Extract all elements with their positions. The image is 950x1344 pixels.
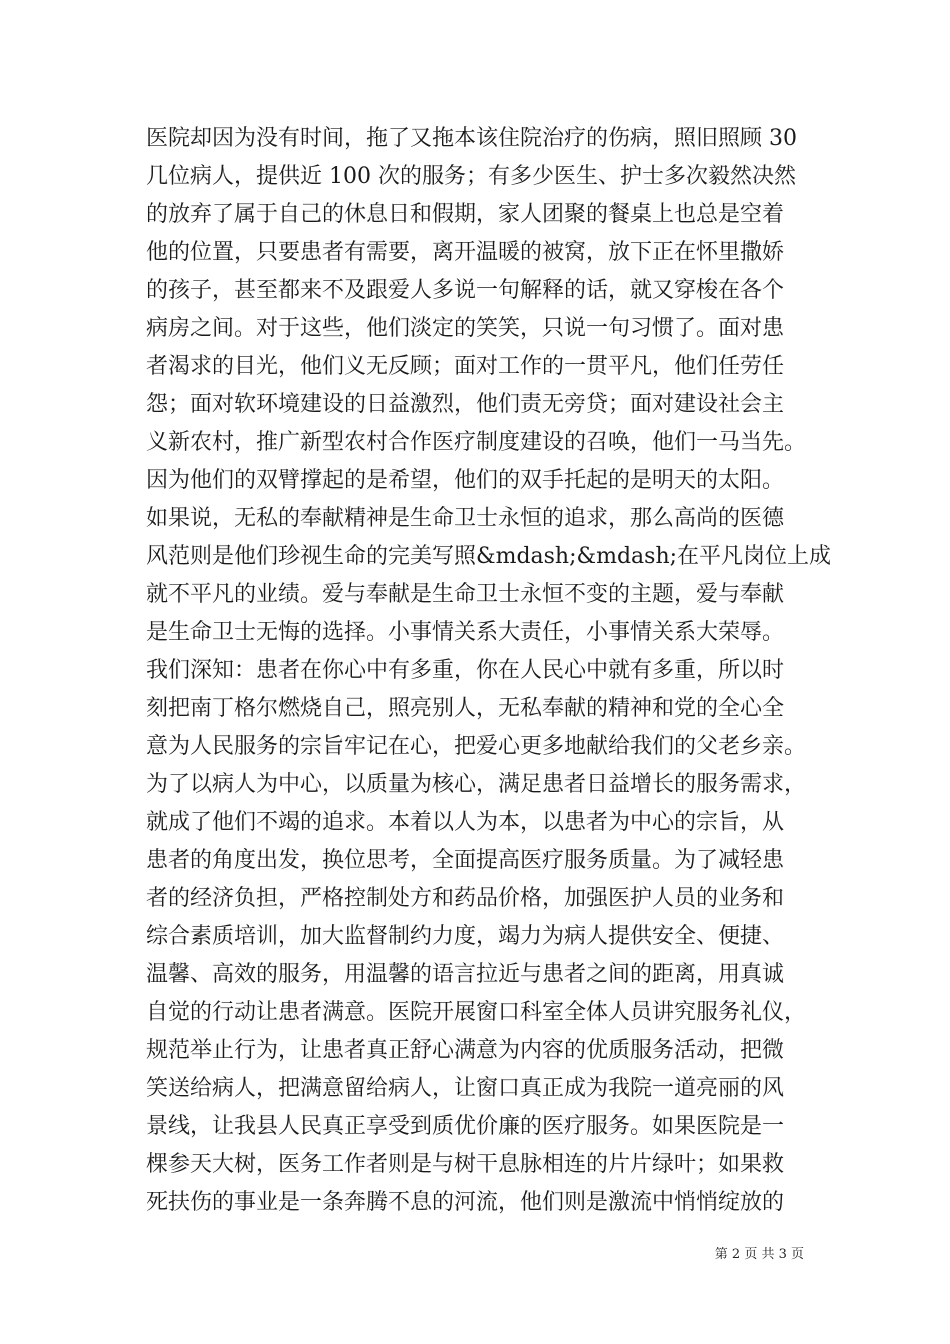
text-line: 患者的角度出发，换位思考，全面提高医疗服务质量。为了减轻患: [146, 848, 785, 873]
text-line: 几位病人，提供近 100 次的服务；有多少医生、护士多次毅然决然: [146, 164, 796, 189]
text-line: 的放弃了属于自己的休息日和假期，家人团聚的餐桌上也总是空着: [146, 202, 785, 227]
text-line: 为了以病人为中心，以质量为核心，满足患者日益增长的服务需求，: [146, 772, 807, 797]
text-line: 如果说，无私的奉献精神是生命卫士永恒的追求，那么高尚的医德: [146, 506, 785, 531]
text-line: 棵参天大树，医务工作者则是与树干息脉相连的片片绿叶；如果救: [146, 1152, 785, 1177]
text-line: 义新农村，推广新型农村合作医疗制度建设的召唤，他们一马当先。: [146, 430, 807, 455]
text-line: 风范则是他们珍视生命的完美写照&mdash;&mdash;在平凡岗位上成: [146, 544, 832, 569]
text-line: 规范举止行为，让患者真正舒心满意为内容的优质服务活动，把微: [146, 1038, 785, 1063]
text-line: 是生命卫士无悔的选择。小事情关系大责任，小事情关系大荣辱。: [146, 620, 785, 645]
text-line: 因为他们的双臂撑起的是希望，他们的双手托起的是明天的太阳。: [146, 468, 785, 493]
text-line: 笑送给病人，把满意留给病人，让窗口真正成为我院一道亮丽的风: [146, 1076, 785, 1101]
text-line: 怨；面对软环境建设的日益激烈，他们责无旁贷；面对建设社会主: [146, 392, 785, 417]
text-line: 温馨、高效的服务，用温馨的语言拉近与患者之间的距离，用真诚: [146, 962, 785, 987]
text-line: 的孩子，甚至都来不及跟爱人多说一句解释的话，就又穿梭在各个: [146, 278, 785, 303]
text-line: 刻把南丁格尔燃烧自己，照亮别人，无私奉献的精神和党的全心全: [146, 696, 785, 721]
text-line: 就成了他们不竭的追求。本着以人为本，以患者为中心的宗旨，从: [146, 810, 785, 835]
page-number: 第 2 页 共 3 页: [714, 1247, 804, 1262]
body-text: [146, 120, 832, 1222]
text-line: 他的位置，只要患者有需要，离开温暖的被窝，放下正在怀里撒娇: [146, 240, 785, 265]
text-line: 我们深知：患者在你心中有多重，你在人民心中就有多重，所以时: [146, 658, 785, 683]
text-line: 综合素质培训，加大监督制约力度，竭力为病人提供安全、便捷、: [146, 924, 785, 949]
text-line: 者渴求的目光，他们义无反顾；面对工作的一贯平凡，他们任劳任: [146, 354, 785, 379]
text-line: 自觉的行动让患者满意。医院开展窗口科室全体人员讲究服务礼仪，: [146, 1000, 807, 1025]
text-line: 者的经济负担，严格控制处方和药品价格，加强医护人员的业务和: [146, 886, 785, 911]
text-line: 医院却因为没有时间，拖了又拖本该住院治疗的伤病，照旧照顾 30: [146, 126, 797, 151]
text-line: 死扶伤的事业是一条奔腾不息的河流，他们则是激流中悄悄绽放的: [146, 1190, 785, 1215]
text-line: 意为人民服务的宗旨牢记在心，把爱心更多地献给我们的父老乡亲。: [146, 734, 807, 759]
text-line: 病房之间。对于这些，他们淡定的笑笑，只说一句习惯了。面对患: [146, 316, 785, 341]
text-line: 就不平凡的业绩。爱与奉献是生命卫士永恒不变的主题，爱与奉献: [146, 582, 785, 607]
text-line: 景线，让我县人民真正享受到质优价廉的医疗服务。如果医院是一: [146, 1114, 785, 1139]
